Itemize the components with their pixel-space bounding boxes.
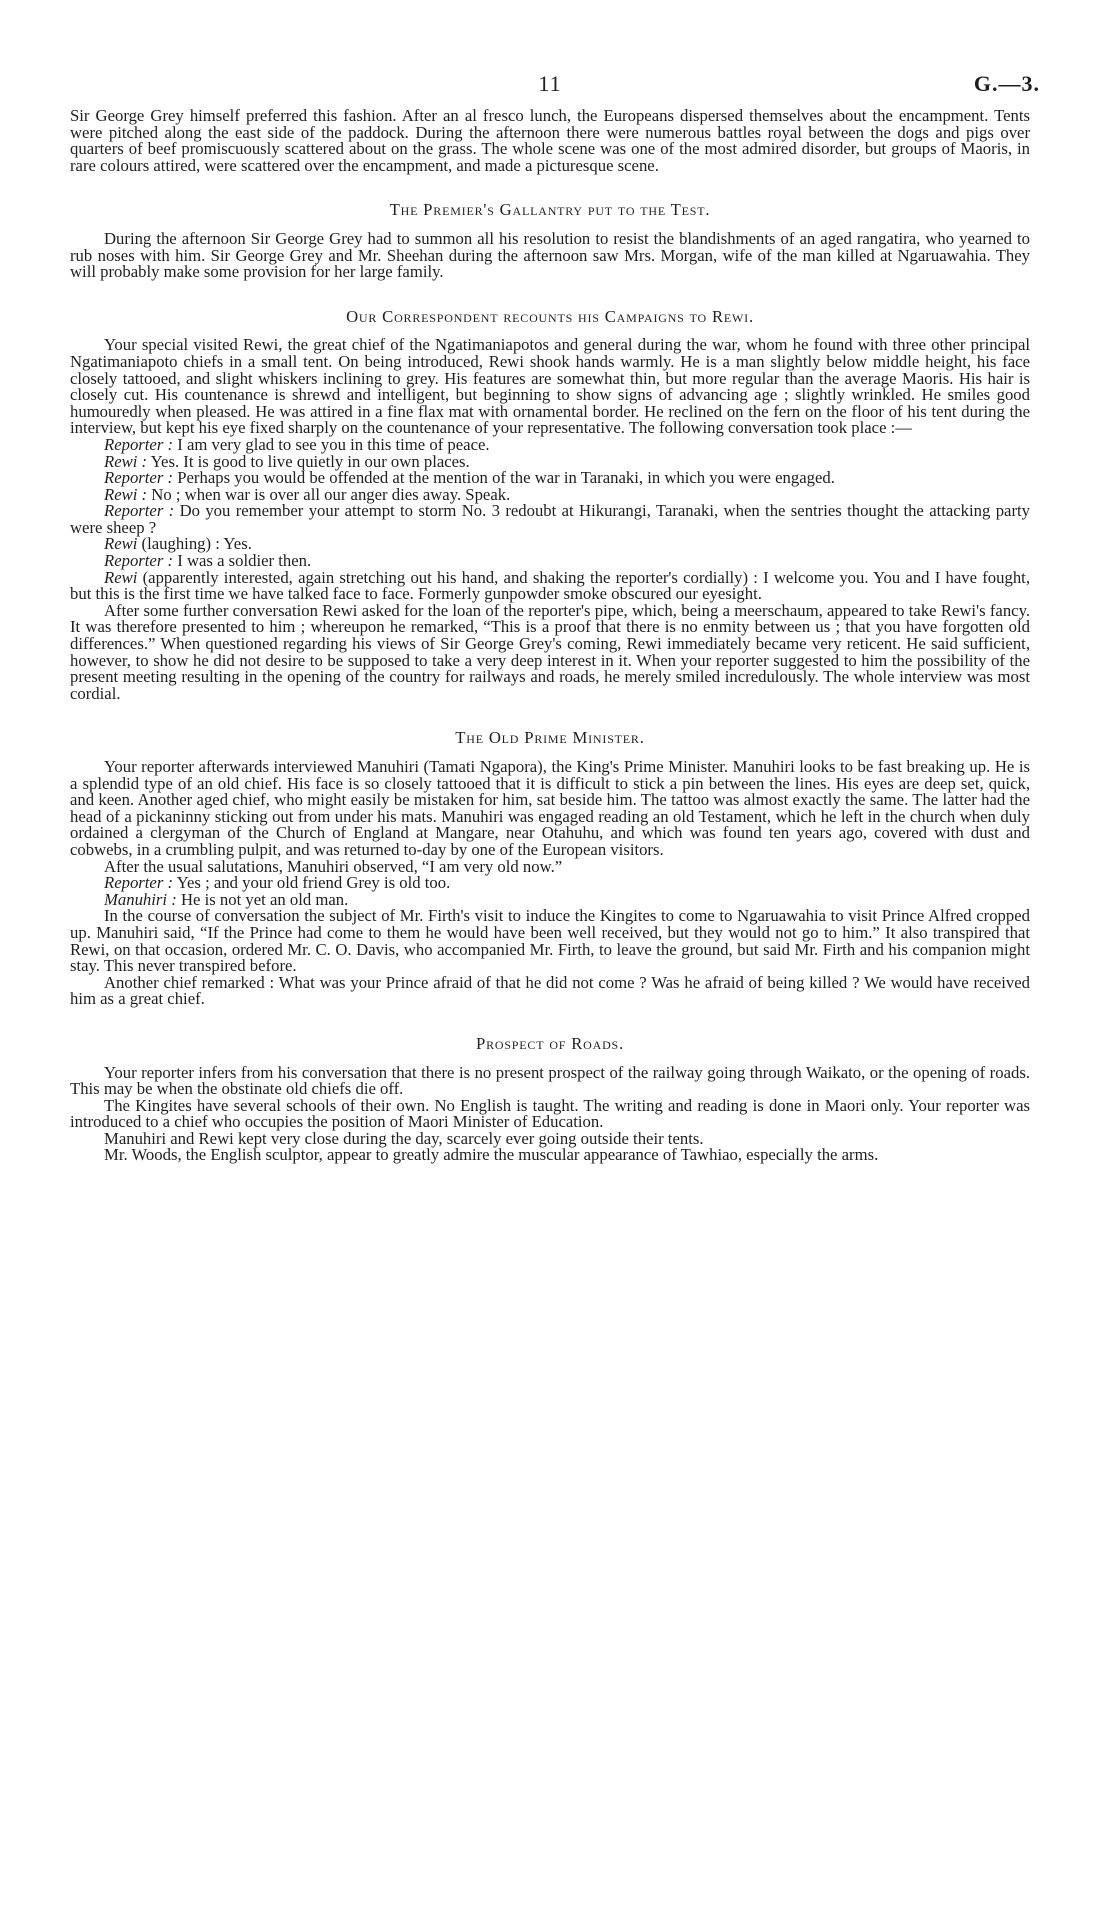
intro-paragraph: Sir George Grey himself preferred this fashion. After an al fresco lunch, the Europeans dispersed themselves about the encampment. Tents were pitched along the east side of the paddock. During the afternoon there were numerous battles royal between the dogs and pigs over quarters of beef promiscuously scattered about on the grass. The whole scene was one of the most admired disorder, but groups of Maoris, in rare colours attired, were scattered over the encampment, and made a picturesque scene. [70, 106, 1030, 175]
page-header [70, 70, 1040, 108]
speaker-label: Reporter : [104, 873, 174, 893]
paragraph: Another chief remarked : What was your Prince afraid of that he did not come ? Was he afraid of being killed ? We would have received him as a great chief. [70, 972, 1030, 1009]
paragraph: During the afternoon Sir George Grey had to summon all his resolution to resist the blandishments of an aged rangatira, who yearned to rub noses with him. Sir George Grey and Mr. Sheehan during the afternoon saw Mrs. Morgan, wife of the man killed at Ngaruawahia. They will probably make some provision for her large family. [70, 228, 1030, 282]
dialogue-text: (laughing) : Yes. [137, 534, 252, 554]
speaker-label: Reporter : [104, 468, 174, 488]
speaker-label: Reporter : [104, 551, 174, 571]
section-heading-old-prime-minister: The Old Prime Minister. [455, 728, 645, 748]
speaker-label: Manuhiri : [104, 889, 177, 909]
section-heading-rewi-campaigns: Our Correspondent recounts his Campaigns to Rewi. [346, 306, 754, 326]
paragraph: Your special visited Rewi, the great chief of the Ngatimaniapotos and general during the war, whom he found with three other principal Ngatimaniapoto chiefs in a small tent. On being introduced, Rewi shook hands warmly. He is a man slightly below middle height, his face closely tattooed, and slight whiskers inclining to grey. His features are somewhat thin, but more regular than the average Maoris. His hair is closely cut. His countenance is shrewd and intelligent, but beginning to show signs of advancing age ; slightly wrinkled. He smiles good humouredly when pleased. He was attired in a fine flax mat with ornamental border. He reclined on the fern on the floor of his tent during the interview, but kept his eye fixed sharply on the countenance of your representative. The following conversation took place :— [70, 335, 1030, 438]
paragraph: The Kingites have several schools of their own. No English is taught. The writing and reading is done in Maori only. Your reporter was introduced to a chief who occupies the position of Maori Minister of Education. [70, 1095, 1030, 1132]
dialogue-text: (apparently interested, again stretching out his hand, and shaking the reporter's cordially) : I welcome you. You and I have fought, but this is the first time we have talked face to face. Formerly gunpowder smoke obscured our eyesight. [70, 567, 1030, 604]
dialogue-text: I am very glad to see you in this time of peace. [173, 434, 490, 454]
dialogue-text: He is not yet an old man. [176, 889, 349, 909]
speaker-label: Rewi [104, 567, 138, 587]
speaker-label: Reporter : [104, 501, 175, 521]
page-number: 11 [538, 71, 562, 96]
speaker-label: Rewi [104, 534, 138, 554]
paragraph: Mr. Woods, the English sculptor, appear to greatly admire the muscular appearance of Tawhiao, especially the arms. [104, 1145, 879, 1165]
paragraph: Your reporter infers from his conversation that there is no present prospect of the railway going through Waikato, or the opening of roads. This may be when the obstinate old chiefs die off. [70, 1062, 1030, 1099]
paragraph: Manuhiri and Rewi kept very close during the day, scarcely ever going outside their tents. [104, 1128, 704, 1148]
paragraph: Your reporter afterwards interviewed Manuhiri (Tamati Ngapora), the King's Prime Minister. Manuhiri looks to be fast breaking up. He is a splendid type of an old chief. His face is so closely tattooed that it is difficult to stick a pin between the lines. His eyes are deep set, quick, and keen. Another aged chief, who might easily be mistaken for him, sat beside him. The tattoo was almost exactly the same. The latter had the head of a pickaninny sticking out from under his mats. Manuhiri was engaged reading an old Testament, which he left in the church when duly ordained a clergyman of the Church of England at Mangare, near Otahuhu, and which was found ten years ago, covered with dust and cobwebs, in a crumbling pulpit, and was returned to-day by one of the European visitors. [70, 757, 1030, 859]
speaker-label: Rewi : [104, 484, 148, 504]
dialogue-text: I was a soldier then. [173, 551, 312, 571]
section-heading-prospect-of-roads: Prospect of Roads. [475, 1033, 625, 1053]
document-reference: G.—3. [973, 71, 1040, 96]
speaker-label: Reporter : [104, 434, 174, 454]
section-heading-premier-gallantry: The Premier's Gallantry put to the Test. [389, 200, 711, 220]
dialogue-text: Yes. It is good to live quietly in our own places. [147, 451, 470, 471]
dialogue-line [70, 503, 1030, 536]
paragraph: After the usual salutations, Manuhiri observed, “I am very old now.” [104, 856, 563, 876]
dialogue-text: Perhaps you would be offended at the mention of the war in Taranaki, in which you were engaged. [173, 468, 835, 488]
document-page [70, 70, 1040, 1165]
dialogue-line [70, 567, 1030, 604]
speaker-label: Rewi : [104, 451, 148, 471]
dialogue-text: Yes ; and your old friend Grey is old too. [173, 873, 451, 893]
paragraph: In the course of conversation the subject of Mr. Firth's visit to induce the Kingites to come to Ngaruawahia to visit Prince Alfred cropped up. Manuhiri said, “If the Prince had come to them he would have been well received, but they would not go to him.” It also transpired that Rewi, on that occasion, ordered Mr. C. O. Davis, who accompanied Mr. Firth, to leave the ground, but said Mr. Firth and his companion might stay. This never transpired before. [70, 906, 1030, 976]
dialogue-text: Do you remember your attempt to storm No. 3 redoubt at Hikurangi, Taranaki, when the sentries thought the attacking party were sheep ? [70, 501, 1030, 537]
paragraph: After some further conversation Rewi asked for the loan of the reporter's pipe, which, being a meerschaum, appeared to take Rewi's fancy. It was therefore presented to him ; whereupon he remarked, “This is a proof that there is no enmity between us ; that you have forgotten old differences.” When questioned regarding his views of Sir George Grey's coming, Rewi immediately became very reticent. He said sufficient, however, to show he did not desire to be supposed to take a very deep interest in it. When your reporter suggested to him the possibility of the present meeting resulting in the opening of the country for railways and roads, he merely smiled incredulously. The whole interview was most cordial. [70, 600, 1030, 703]
dialogue-text: No ; when war is over all our anger dies away. Speak. [147, 484, 511, 504]
